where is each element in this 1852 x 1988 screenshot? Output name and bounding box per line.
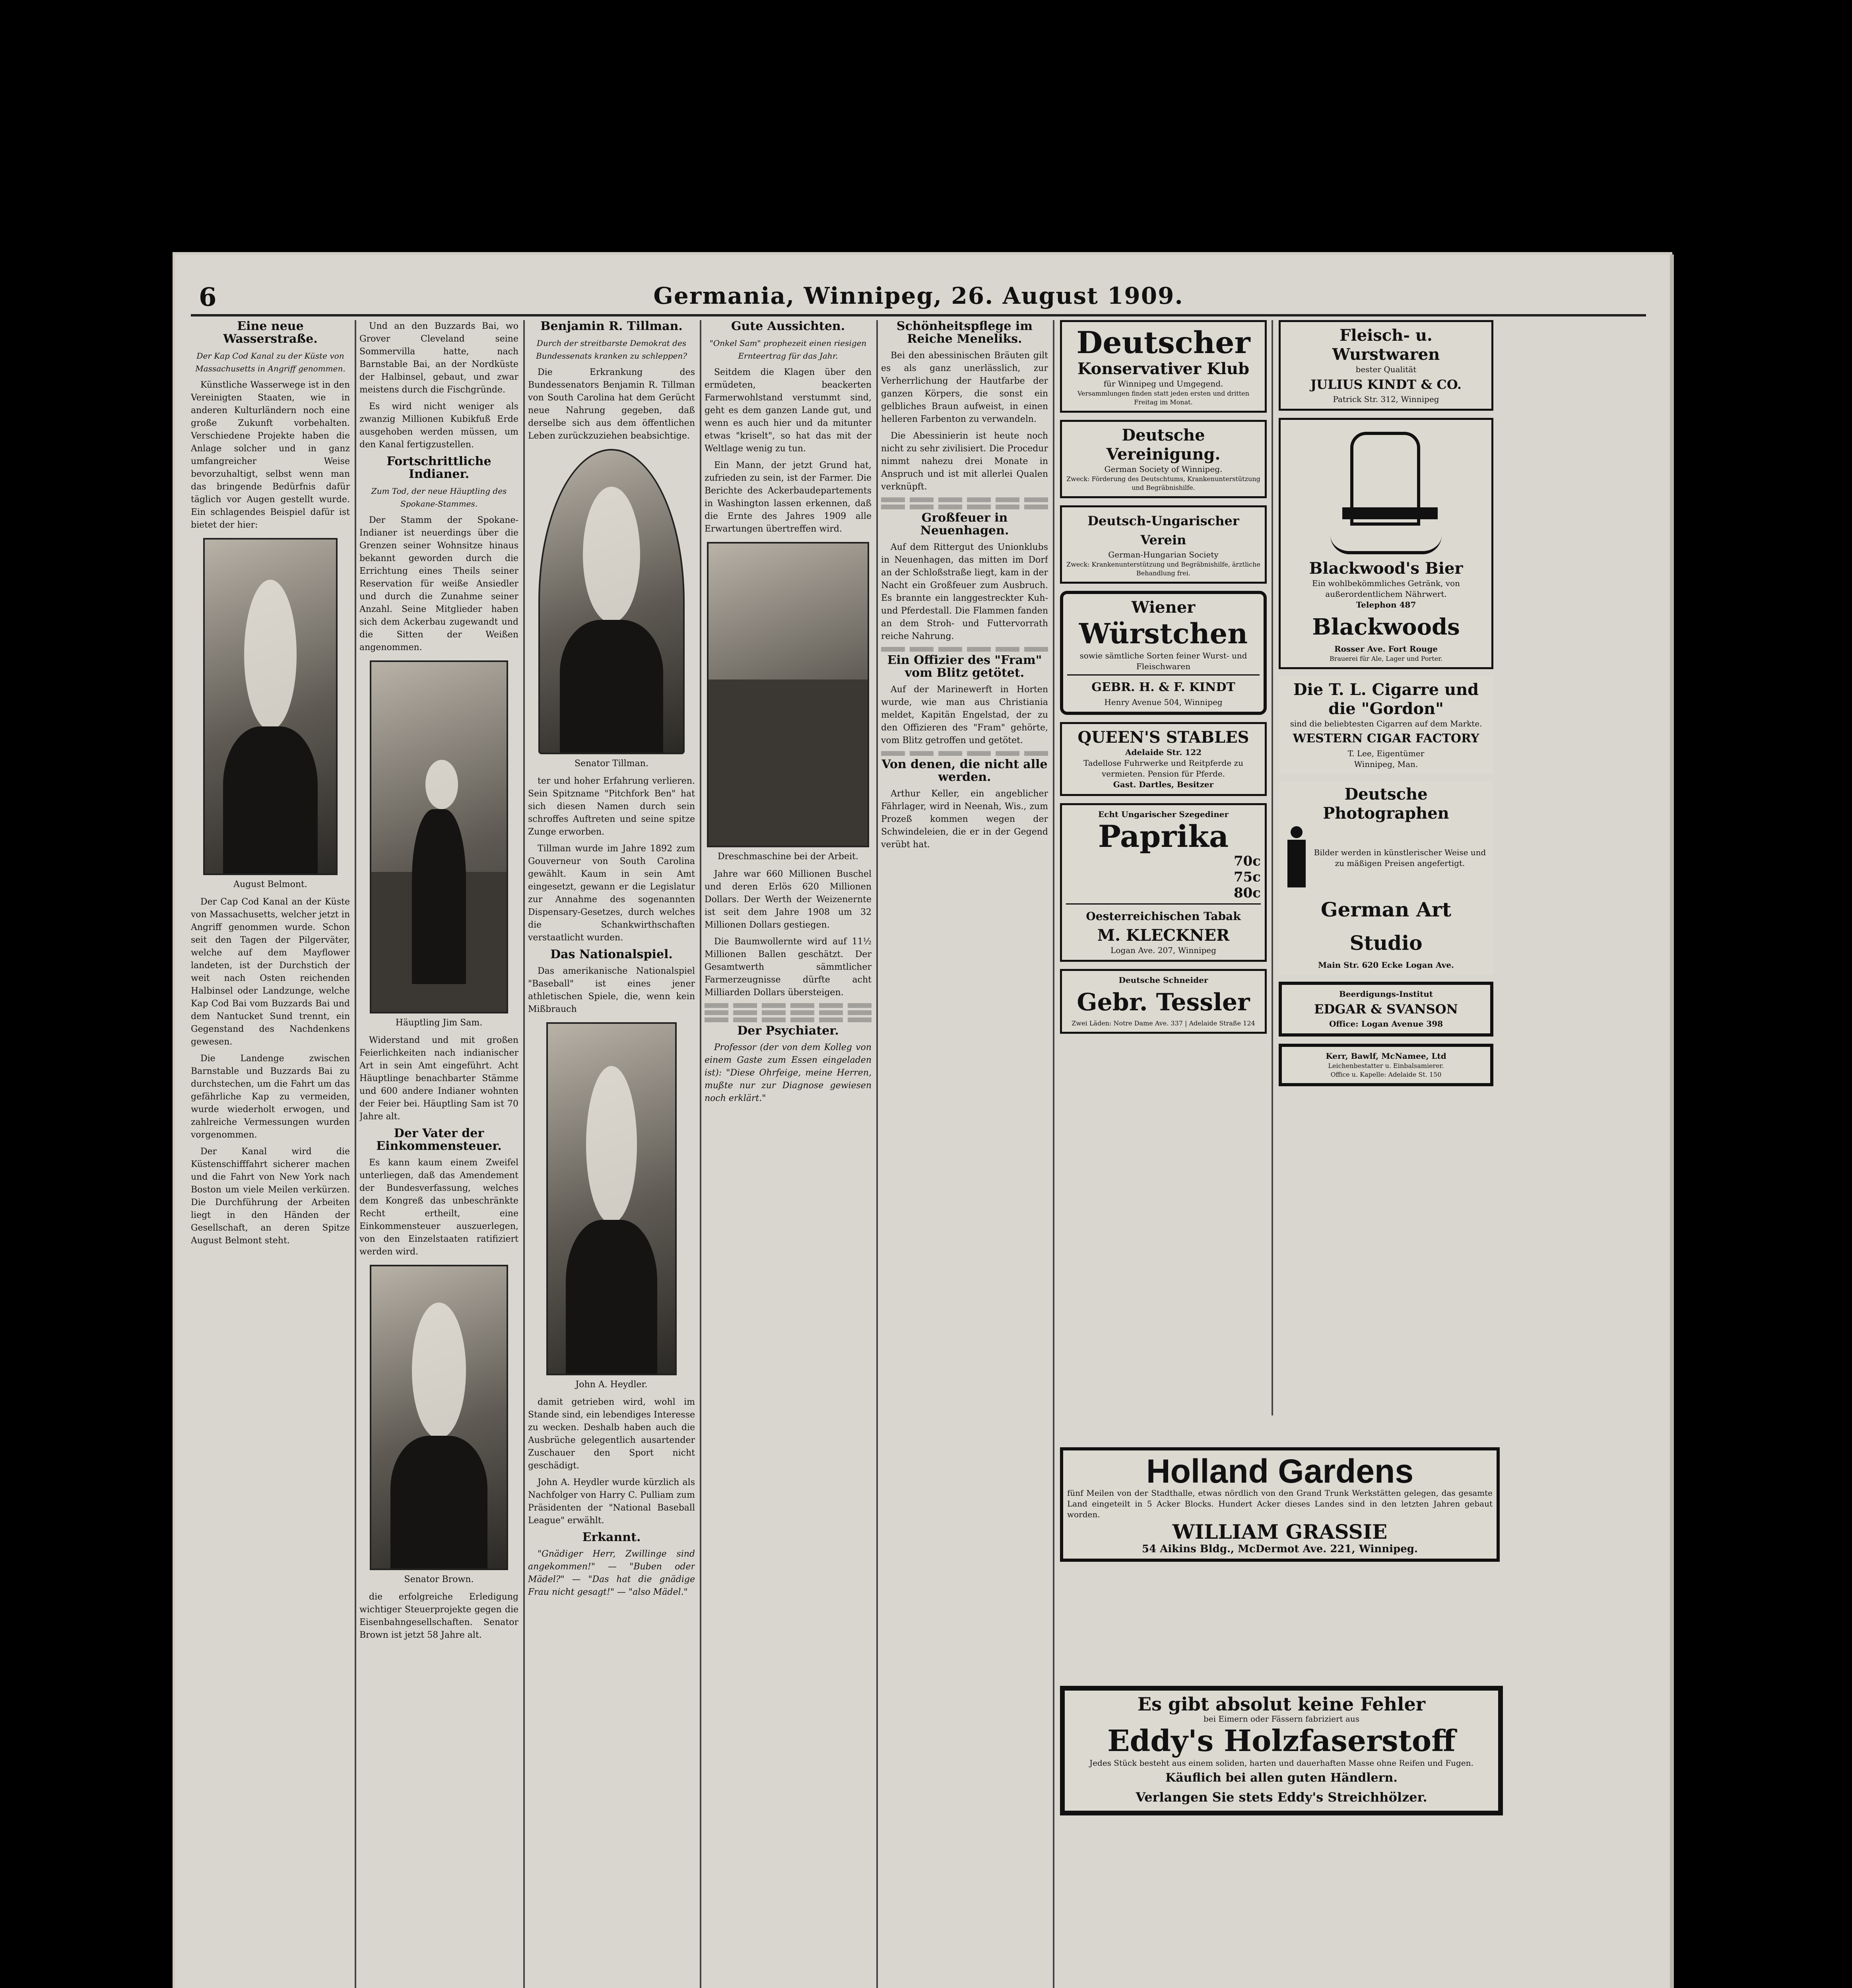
ad-holland-gardens — [1060, 1447, 1500, 1562]
ad-title: Blackwood's Bier — [1309, 559, 1463, 578]
column-rule — [1053, 320, 1054, 1988]
column-7-ads — [1279, 320, 1493, 1415]
portrait-photo — [538, 449, 685, 754]
article-subtitle: Der Kap Cod Kanal zu der Küste von Massachusetts in Angriff genommen. — [195, 351, 346, 373]
ad-title: Deutsche Vereinigung. — [1106, 426, 1221, 464]
page-number: 6 — [199, 282, 217, 312]
ad-text: sind die beliebtesten Cigarren auf dem Markte. — [1290, 719, 1482, 728]
ad-address: Winnipeg, Man. — [1354, 759, 1418, 769]
ad-title: Fleisch- u. Wurstwaren — [1332, 326, 1440, 364]
ad-title: QUEEN'S STABLES — [1077, 728, 1249, 747]
article-paragraph: ter und hoher Erfahrung verlieren. Sein Spitzname "Pitchfork Ben" hat sich diesen Namen durch sein schroffes Auftreten und seine spitze Zunge erworben. — [528, 776, 695, 837]
article-title: Schönheitspflege im Reiche Meneliks. — [896, 320, 1033, 346]
ad-seller: M. KLECKNER — [1097, 926, 1230, 945]
article-paragraph: Und an den Buzzards Bai, wo Grover Cleveland seine Sommervilla hatte, nach Barnstable Bai, an der Nordküste der Halbinsel, gebaut, und zwar meistens durch die Fischgründe. — [359, 321, 518, 395]
article-paragraph: Der Stamm der Spokane-Indianer ist neuerdings über die Grenzen seiner Wohnsitze hinaus bekannt geworden durch die Errichtung eines Theils seiner Reservation für weiße Ansiedler und durch die Zunahme seiner Anzahl. Seine Mitglieder haben sich dem Ackerbau zugewandt und die Sitten der Weißen angenommen. — [359, 515, 518, 652]
ad-text: Zweck: Förderung des Deutschtums, Krankenunterstützung und Begräbnishilfe. — [1066, 475, 1260, 491]
ad-text: fünf Meilen von der Stadthalle, etwas nördlich von den Grand Trunk Werkstätten gelegen, das gesamte Land eingeteilt in 5 Acker Blocks. Hundert Acker dieses Landes sind in den letzten Jahren gebaut worden. — [1067, 1488, 1493, 1519]
page-header — [191, 282, 1646, 316]
ad-konservativer-klub — [1060, 320, 1267, 413]
ad-studio: German Art Studio — [1320, 898, 1452, 955]
masthead: Germania, Winnipeg, 26. August 1909. — [653, 282, 1184, 309]
article-paragraph: die erfolgreiche Erledigung wichtiger Steuerprojekte gegen die Eisenbahngesellschaften. Senator Brown ist jetzt 58 Jahre alt. — [359, 1592, 518, 1640]
article-paragraph: Jahre war 660 Millionen Buschel und deren Erlös 620 Millionen Dollars. Der Werth der Weizenernte ist seit dem Jahre 1908 um 32 Millionen Dollars gestiegen. — [705, 869, 872, 930]
ad-text: Versammlungen finden statt jeden ersten und dritten Freitag im Monat. — [1077, 390, 1250, 406]
column-rule — [355, 320, 356, 1988]
ad-seller: GEBR. H. & F. KINDT — [1091, 680, 1235, 694]
ad-title-small: Wiener — [1131, 598, 1196, 617]
article-paragraph: Der Kanal wird die Küstenschifffahrt sicherer machen und die Fahrt von New York nach Boston um viele Meilen verkürzen. Die Durchführung der Arbeiten liegt in den Händen der Gesellschaft, an deren Spitze August Belmont steht. — [191, 1147, 350, 1246]
ad-line: Verlangen Sie stets Eddy's Streichhölzer. — [1136, 1790, 1427, 1805]
ad-company: EDGAR & SVANSON — [1314, 1002, 1458, 1017]
portrait-photo — [370, 1265, 508, 1570]
article-title: Von denen, die nicht alle werden. — [881, 757, 1048, 784]
article-paragraph: Arthur Keller, ein angeblicher Fährlager, wird in Neenah, Wis., zum Prozeß kommen wegen der Schwindeleien, die er in der Gegend verübt hat. — [881, 789, 1048, 850]
ad-seller: JULIUS KINDT & CO. — [1310, 377, 1462, 392]
ad-owner: Gast. Dartles, Besitzer — [1113, 780, 1214, 789]
ad-tessler — [1060, 969, 1267, 1034]
article-title: Eine neue Wasserstraße. — [223, 320, 318, 346]
article-title: Gute Aussichten. — [731, 320, 845, 333]
ad-deutsch-ungarischer-verein — [1060, 505, 1267, 584]
newspaper-page — [175, 254, 1670, 1988]
ad-price: 75c — [1233, 869, 1261, 885]
ad-line: bei Eimern oder Fässern fabriziert aus — [1203, 1714, 1360, 1724]
ad-subtitle: German-Hungarian Society — [1108, 550, 1219, 559]
column-6-ads — [1060, 320, 1267, 1415]
ad-text: Tadellose Fuhrwerke und Reitpferde zu vermieten. Pension für Pferde. — [1083, 758, 1243, 779]
ad-title: Gebr. Tessler — [1077, 988, 1250, 1016]
ad-title: Würstchen — [1079, 617, 1248, 650]
article-paragraph: Seitdem die Klagen über den ermüdeten, beackerten Farmerwohlstand verstummt sind, geht es dem ganzen Lande gut, und wenn es auch hier und da mitunter etwas "kriselt", so hat das mit der Weltlage wenig zu tun. — [705, 367, 872, 454]
ad-address: Adelaide Str. 122 — [1125, 747, 1202, 757]
ad-phone: Telephon 487 — [1356, 600, 1416, 610]
article-paragraph: Die Erkrankung des Bundessenators Benjamin R. Tillman von South Carolina hat dem Gerücht neue Nahrung gegeben, daß derselbe sich aus dem öffentlichen Leben zurückzuziehen beabsichtige. — [528, 367, 695, 441]
article-paragraph: Die Landenge zwischen Barnstable und Buzzards Bai zu durchstechen, um die Fahrt um das gefährliche Kap zu vermeiden, wurde wiederholt erwogen, und zahlreiche Vermessungen wurden vorgenommen. — [191, 1054, 350, 1140]
article-title: Der Vater der Einkommensteuer. — [376, 1126, 502, 1153]
article-subtitle: "Onkel Sam" prophezeit einen riesigen Ernteertrag für das Jahr. — [709, 338, 867, 361]
ad-title: Die T. L. Cigarre und die "Gordon" — [1293, 680, 1479, 718]
chief-photo — [370, 660, 508, 1013]
article-paragraph: Die Baumwollernte wird auf 11½ Millionen Ballen geschätzt. Der Gesamtwerth sämmtlicher Farmerzeugnisse dürfte acht Milliarden Dollars übersteigen. — [705, 937, 872, 998]
ad-subtitle: Konservativer Klub — [1077, 359, 1250, 378]
ad-title: Holland Gardens — [1146, 1452, 1414, 1490]
ad-address: Logan Ave. 207, Winnipeg — [1110, 945, 1216, 955]
ad-queens-stables — [1060, 722, 1267, 796]
ad-region: für Winnipeg und Umgegend. — [1103, 379, 1223, 388]
article-title: Ein Offizier des "Fram" vom Blitz getötet. — [887, 653, 1042, 680]
ad-address: Main Str. 620 Ecke Logan Ave. — [1318, 960, 1454, 970]
ad-cigarre — [1279, 676, 1493, 774]
ad-subtitle: Oesterreichischen Tabak — [1086, 910, 1241, 923]
threshing-machine-photo — [707, 542, 869, 847]
column-2 — [359, 320, 518, 1988]
ad-text: Zwei Läden: Notre Dame Ave. 337 | Adelaide Straße 124 — [1072, 1019, 1255, 1027]
ad-text: Jedes Stück besteht aus einem soliden, harten und dauerhaften Masse ohne Reifen und Fugen. — [1089, 1758, 1473, 1768]
column-rule — [700, 320, 701, 1988]
column-rule — [523, 320, 525, 1988]
ad-address: Patrick Str. 312, Winnipeg — [1333, 394, 1439, 404]
ad-title: Deutsch-Ungarischer Verein — [1087, 513, 1239, 547]
column-1 — [191, 320, 350, 1988]
ad-price: 80c — [1233, 885, 1261, 901]
ad-eddy — [1060, 1686, 1503, 1815]
ad-address: Office: Logan Avenue 398 — [1329, 1019, 1443, 1029]
article-subtitle: Zum Tod, der neue Häuptling des Spokane-Stammes. — [371, 486, 507, 509]
ad-text: Zweck: Krankenunterstützung und Begräbnishilfe, ärztliche Behandlung frei. — [1066, 561, 1260, 577]
ad-kerr-bawlf — [1279, 1044, 1493, 1086]
ad-line: Es gibt absolut keine Fehler — [1138, 1693, 1425, 1715]
column-4 — [705, 320, 872, 1988]
photographer-figure-icon — [1283, 826, 1310, 890]
article-paragraph: Es wird nicht weniger als zwanzig Millionen Kubikfuß Erde ausgehoben werden müssen, um den Kanal fertigzustellen. — [359, 402, 518, 450]
column-3 — [528, 320, 695, 1988]
article-title: Benjamin R. Tillman. — [540, 320, 683, 333]
ad-quality: bester Qualität — [1355, 365, 1417, 374]
article-subtitle: Durch der streitbarste Demokrat des Bundessenats kranken zu schleppen? — [536, 338, 687, 361]
photo-caption: John A. Heydler. — [575, 1380, 648, 1390]
article-title: Großfeuer in Neuenhagen. — [920, 511, 1009, 538]
photo-caption: Senator Brown. — [404, 1574, 474, 1584]
ad-title: Deutsche Photographen — [1323, 785, 1449, 823]
ad-seller: WILLIAM GRASSIE — [1172, 1520, 1388, 1543]
article-title: Erkannt. — [582, 1530, 641, 1544]
ad-title: Eddy's Holzfaserstoff — [1107, 1724, 1456, 1758]
ad-address: 54 Aikins Bldg., McDermot Ave. 221, Winnipeg. — [1142, 1543, 1418, 1555]
article-paragraph: Künstliche Wasserwege ist in den Vereinigten Staaten, wie in anderen Kulturländern noch eine große Zukunft vorbehalten. Verschiedene Projekte haben die Anlage solcher und in ganz umfangreicher Weise bevorzuhaltigt, selbst wenn man das bringende Bedürfnis dafür täglich vor Augen gestellt wurde. Ein schlagendes Beispiel dafür ist bietet der hier: — [191, 380, 350, 530]
ad-photographen — [1279, 781, 1493, 975]
ad-text: Ein wohlbekömmliches Getränk, von außerordentlichem Nährwert. — [1312, 579, 1460, 599]
ad-text: Bilder werden in künstlerischer Weise und zu mäßigen Preisen angefertigt. — [1314, 848, 1486, 868]
ad-deutsche-vereinigung — [1060, 420, 1267, 498]
ad-sub: Brauerei für Ale, Lager und Porter. — [1329, 655, 1443, 662]
article-paragraph: Professor (der von dem Kolleg von einem Gaste zum Essen eingeladen ist): "Diese Ohrfeige, meine Herren, mußte nur zur Diagnose gewiesen noch erklärt." — [705, 1043, 872, 1103]
ad-fleischwaren — [1279, 320, 1493, 411]
photo-caption: August Belmont. — [233, 879, 307, 889]
ad-address: Office u. Kapelle: Adelaide St. 150 — [1330, 1071, 1442, 1078]
ad-beerdigung — [1279, 982, 1493, 1037]
photo-caption: Dreschmaschine bei der Arbeit. — [717, 852, 859, 862]
ad-address: Rosser Ave. Fort Rouge — [1334, 644, 1438, 654]
ad-price: 70c — [1233, 853, 1261, 869]
ad-blackwoods-bier — [1279, 418, 1493, 669]
ad-title: Deutscher — [1076, 325, 1250, 360]
article-paragraph: Ein Mann, der jetzt Grund hat, zufrieden zu sein, ist der Farmer. Die Berichte des Ackerbaudepartements in Washington lassen erkennen, daß die Ernte des Jahres 1909 alle Erwartungen übertreffen wird. — [705, 460, 872, 534]
column-rule — [1272, 320, 1273, 1415]
column-5 — [881, 320, 1048, 1415]
ad-title: Kerr, Bawlf, McNamee, Ltd — [1326, 1051, 1446, 1061]
photo-caption: Senator Tillman. — [575, 759, 648, 769]
ad-owner: T. Lee, Eigentümer — [1347, 749, 1425, 758]
article-title: Der Psychiater. — [737, 1024, 839, 1038]
ad-address: Henry Avenue 504, Winnipeg — [1104, 697, 1223, 707]
ad-wiener-wuerstchen — [1060, 591, 1267, 715]
article-title: Das Nationalspiel. — [550, 947, 673, 961]
article-title: Fortschrittliche Indianer. — [386, 454, 491, 481]
ad-company: Blackwoods — [1312, 614, 1460, 640]
ad-top: Deutsche Schneider — [1118, 975, 1208, 985]
article-paragraph: John A. Heydler wurde kürzlich als Nachfolger von Harry C. Pulliam zum Präsidenten der "National Baseball League" erwählt. — [528, 1477, 695, 1526]
portrait-photo — [203, 538, 338, 875]
ad-paprika — [1060, 803, 1267, 962]
ad-subtitle: German Society of Winnipeg. — [1104, 464, 1223, 474]
column-rule — [876, 320, 878, 1988]
article-paragraph: Tillman wurde im Jahre 1892 zum Gouverneur von South Carolina gewählt. Kaum in sein Amt eingesetzt, gewann er die Legislatur zur Annahme des sogenannten Dispensary-Gesetzes, durch welches die Schankwirthschaften verstaatlicht wurden. — [528, 844, 695, 943]
ad-title: Paprika — [1098, 819, 1229, 854]
article-paragraph: Die Abessinierin ist heute noch nicht zu sehr zivilisiert. Die Procedur nimmt nahezu drei Monate in Anspruch und ist mit allerlei Qualen verknüpft. — [881, 431, 1048, 492]
ad-text: sowie sämtliche Sorten feiner Wurst- und Fleischwaren — [1079, 651, 1247, 671]
article-paragraph: Auf dem Rittergut des Unionklubs in Neuenhagen, das mitten im Dorf an der Schloßstraße liegt, kam in der Nacht ein Großfeuer zum Ausbruch. Es brannte ein langgestreckter Kuh- und Pferdestall. Die Flammen fanden an dem Stroh- und Futtervorrath reiche Nahrung. — [881, 542, 1048, 641]
ad-top: Echt Ungarischer Szegediner — [1098, 810, 1229, 819]
article-paragraph: Das amerikanische Nationalspiel "Baseball" ist eines jener athletischen Spiele, die, wenn kein Mißbrauch — [528, 966, 695, 1014]
portrait-photo — [546, 1022, 677, 1375]
ad-text: Leichenbestatter u. Einbalsamierer. — [1328, 1062, 1444, 1070]
article-paragraph: "Gnädiger Herr, Zwillinge sind angekommen!" — "Buben oder Mädel?" — "Das hat die gnädige Frau nicht gesagt!" — "also Mädel." — [528, 1549, 695, 1597]
ad-title: Beerdigungs-Institut — [1339, 989, 1433, 999]
article-paragraph: Es kann kaum einem Zweifel unterliegen, daß das Amendement der Bundesverfassung, welches dem Kongreß das unbeschränkte Recht ertheilt, eine Einkommensteuer auszuerlegen, von den Einzelstaaten ratifiziert werden wird. — [359, 1158, 518, 1257]
article-paragraph: damit getrieben wird, wohl im Stande sind, ein lebendiges Interesse zu wecken. Deshalb haben auch die Ausbrüche gelegentlich ausartender Zuschauer den Sport nicht geschädigt. — [528, 1397, 695, 1471]
photo-caption: Häuptling Jim Sam. — [395, 1018, 483, 1028]
article-paragraph: Der Cap Cod Kanal an der Küste von Massachusetts, welcher jetzt in Angriff genommen wurde. Schon seit den Tagen der Pilgerväter, welche auf dem Mayflower landeten, ist der Durchstich der weit nach Osten reichenden Halbinsel oder Landzunge, welche Kap Cod Bai vom Buzzards Bai und dem Nantucket Sund trennt, ein Gegenstand des Nachdenkens gewesen. — [191, 897, 350, 1047]
article-paragraph: Widerstand und mit großen Feierlichkeiten nach indianischer Art in sein Amt eingeführt. Acht Häuptlinge benachbarter Stämme und 600 andere Indianer wohnten der Feier bei. Häuptling Sam ist 70 Jahre alt. — [359, 1035, 518, 1122]
article-paragraph: Bei den abessinischen Bräuten gilt es als ganz unerlässlich, zur Verherrlichung der Hautfarbe der ganzen Körpers, die sonst ein gelbliches Braun aufweist, in einen helleren Farbenton zu verwandeln. — [881, 351, 1048, 424]
article-paragraph: Auf der Marinewerft in Horten wurde, wie man aus Christiania meldet, Kapitän Engelstad, der zu den Offizieren des "Fram" gehörte, vom Blitz getroffen und getötet. — [881, 685, 1048, 746]
ad-line: Käuflich bei allen guten Händlern. — [1165, 1771, 1398, 1785]
ad-company: WESTERN CIGAR FACTORY — [1293, 732, 1479, 746]
rocking-chair-illustration — [1326, 428, 1446, 555]
